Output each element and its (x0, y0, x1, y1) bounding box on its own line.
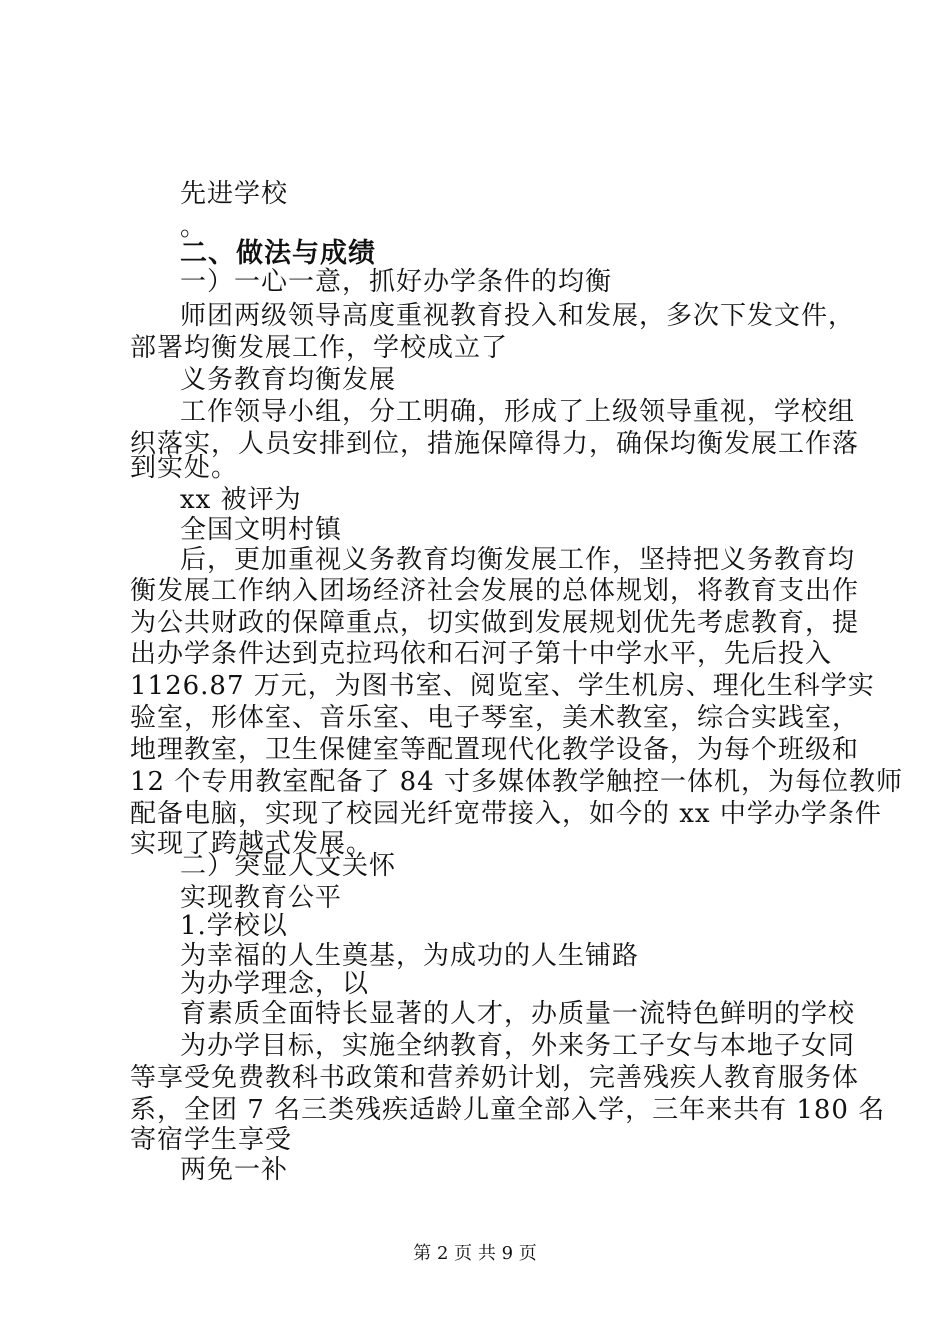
section-heading: 二、做法与成绩 (180, 238, 376, 269)
text-line: 。 (180, 212, 208, 242)
text-line: 后，更加重视义务教育均衡发展工作，坚持把义务教育均 (180, 545, 856, 575)
text-line: 寄宿学生享受 (130, 1125, 293, 1155)
text-line: 织落实，人员安排到位，措施保障得力，确保均衡发展工作落 (130, 429, 860, 459)
text-line: 验室，形体室、音乐室、电子琴室，美术教室，综合实践室， (130, 703, 860, 733)
text-line: 实现教育公平 (180, 883, 343, 913)
text-line: 为幸福的人生奠基，为成功的人生铺路 (180, 941, 640, 971)
text-line: 系，全团 7 名三类残疾适龄儿童全部入学，三年来共有 180 名 (130, 1095, 886, 1125)
text-line: 地理教室，卫生保健室等配置现代化教学设备，为每个班级和 (130, 735, 860, 765)
subsection-heading: 一）一心一意，抓好办学条件的均衡 (180, 267, 613, 297)
text-line: 全国文明村镇 (180, 515, 343, 545)
text-line: 育素质全面特长显著的人才，办质量一流特色鲜明的学校 (180, 999, 856, 1029)
text-line: 配备电脑，实现了校园光纤宽带接入，如今的 xx 中学办学条件 (130, 799, 882, 829)
text-line: 工作领导小组，分工明确，形成了上级领导重视，学校组 (180, 397, 856, 427)
page-footer: 第 2 页 共 9 页 (413, 1243, 537, 1264)
text-line: xx 被评为 (180, 485, 302, 515)
text-line: 1126.87 万元，为图书室、阅览室、学生机房、理化生科学实 (130, 671, 875, 701)
text-line: 为办学目标，实施全纳教育，外来务工子女与本地子女同 (180, 1031, 856, 1061)
subsection-heading: 二）突显人文关怀 (180, 851, 397, 881)
text-line: 先进学校 (180, 179, 289, 209)
text-line: 为办学理念，以 (180, 969, 370, 999)
text-line: 到实处。 (130, 453, 239, 483)
text-line: 实现了跨越式发展。 (130, 829, 374, 859)
text-line: 义务教育均衡发展 (180, 365, 397, 395)
text-line: 出办学条件达到克拉玛依和石河子第十中学水平，先后投入 (130, 639, 833, 669)
text-line: 为公共财政的保障重点，切实做到发展规划优先考虑教育，提 (130, 608, 860, 638)
text-line: 师团两级领导高度重视教育投入和发展，多次下发文件， (180, 301, 856, 331)
text-line: 12 个专用教室配备了 84 寸多媒体教学触控一体机，为每位教师 (130, 767, 903, 797)
text-line: 1.学校以 (180, 911, 288, 941)
text-line: 部署均衡发展工作，学校成立了 (130, 333, 509, 363)
text-line: 等享受免费教科书政策和营养奶计划，完善残疾人教育服务体 (130, 1063, 860, 1093)
text-line: 两免一补 (180, 1155, 289, 1185)
text-line: 衡发展工作纳入团场经济社会发展的总体规划，将教育支出作 (130, 576, 860, 606)
